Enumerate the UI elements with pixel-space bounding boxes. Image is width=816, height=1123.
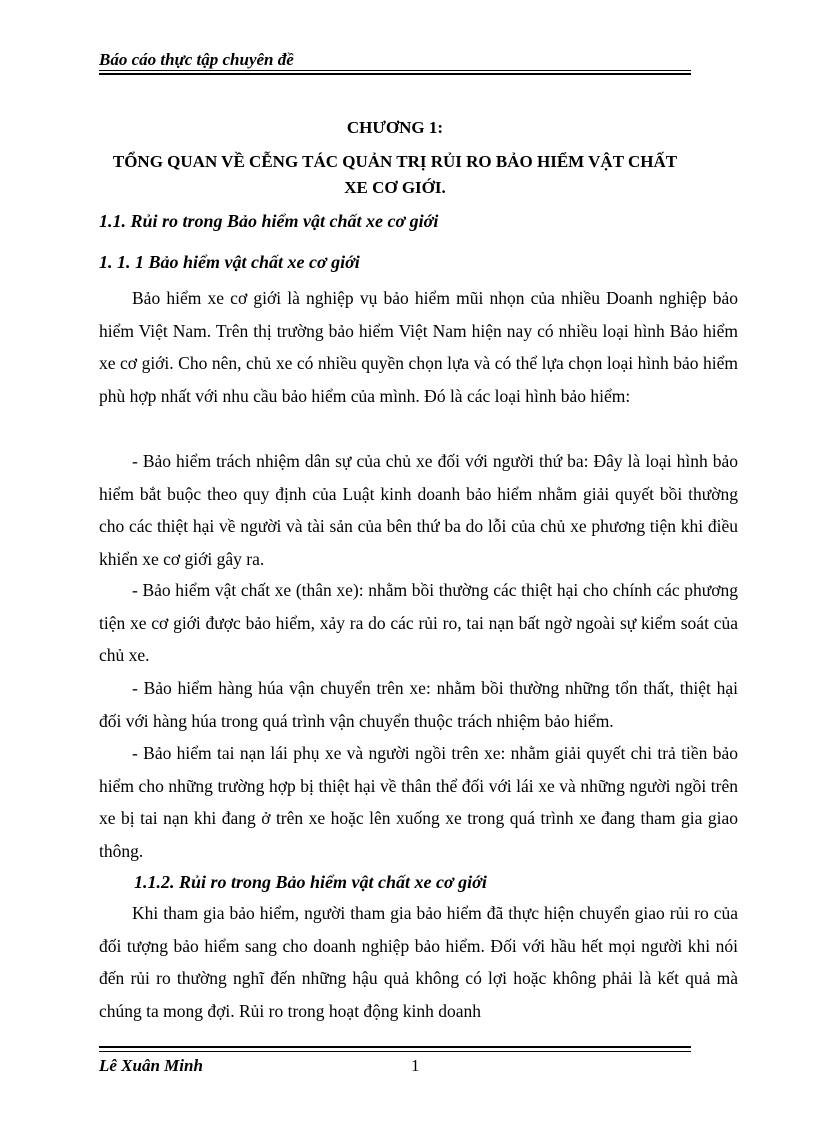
running-header-title: Báo cáo thực tập chuyên đề bbox=[99, 50, 294, 69]
footer-rule-thick bbox=[99, 1046, 691, 1048]
paragraph-passenger-accident: - Bảo hiểm tai nạn lái phụ xe và người ngồi trên xe: nhằm giải quyết chi trả tiền bảo hiểm cho những trường hợp bị thiệt hại về thân thể đối với lái xe và những người ngồi trên xe bị tai nạn khi đang ở trên xe hoặc lên xuống xe trong quá trình xe đang tham gia giao thông. bbox=[99, 743, 738, 861]
chapter-number: CHƯƠNG 1: bbox=[346, 118, 444, 137]
section-heading-1-1-1: 1. 1. 1 Bảo hiểm vật chất xe cơ giới bbox=[99, 252, 360, 272]
paragraph-vehicle-damage: - Bảo hiểm vật chất xe (thân xe): nhằm bồi thường các thiệt hại cho chính các phương tiện xe cơ giới được bảo hiểm, xảy ra do các rủi ro, tai nạn bất ngờ ngoài sự kiểm soát của chủ xe. bbox=[99, 580, 738, 665]
page-number: 1 bbox=[411, 1056, 420, 1075]
section-heading-1-1: 1.1. Rủi ro trong Bảo hiểm vật chất xe cơ giới bbox=[99, 211, 439, 231]
footer-rule-thin bbox=[99, 1051, 691, 1052]
paragraph-risk-transfer: Khi tham gia bảo hiểm, người tham gia bảo hiểm đã thực hiện chuyển giao rủi ro của đối tượng bảo hiểm sang cho doanh nghiệp bảo hiểm. Đối với hầu hết mọi người khi nói đến rủi ro thường nghĩ đến những hậu quả không có lợi hoặc không phải là kết quả mà chúng ta mong đợi. Rủi ro trong hoạt động kinh doanh bbox=[99, 903, 738, 1021]
paragraph-civil-liability: - Bảo hiểm trách nhiệm dân sự của chủ xe đối với người thứ ba: Đây là loại hình bảo hiểm bắt buộc theo quy định của Luật kinh doanh bảo hiểm nhằm giải quyết bồi thường cho các thiệt hại về người và tài sản của bên thứ ba do lỗi của chủ xe phương tiện khi điều khiển xe cơ giới gây ra. bbox=[99, 451, 738, 569]
footer-author: Lê Xuân Minh bbox=[99, 1056, 203, 1075]
header-rule-thick bbox=[99, 73, 691, 75]
paragraph-cargo: - Bảo hiểm hàng húa vận chuyển trên xe: nhằm bồi thường những tổn thất, thiệt hại đối với hàng húa trong quá trình vận chuyển thuộc trách nhiệm bảo hiểm. bbox=[99, 678, 738, 731]
header-rule-thin bbox=[99, 70, 691, 71]
section-heading-1-1-2: 1.1.2. Rủi ro trong Bảo hiểm vật chất xe cơ giới bbox=[134, 872, 487, 892]
paragraph-intro: Bảo hiểm xe cơ giới là nghiệp vụ bảo hiểm mũi nhọn của nhiều Doanh nghiệp bảo hiểm Việt Nam. Trên thị trường bảo hiểm Việt Nam hiện nay có nhiều loại hình Bảo hiểm xe cơ giới. Cho nên, chủ xe có nhiều quyền chọn lựa và có thể lựa chọn loại hình bảo hiểm phù hợp nhất với nhu cầu bảo hiểm của mình. Đó là các loại hình bảo hiểm: bbox=[99, 288, 738, 406]
chapter-title: TỔNG QUAN VỀ CỄNG TÁC QUẢN TRỊ RỦI RO BẢO HIỂM VẬT CHẤT XE CƠ GIỚI. bbox=[112, 152, 678, 197]
